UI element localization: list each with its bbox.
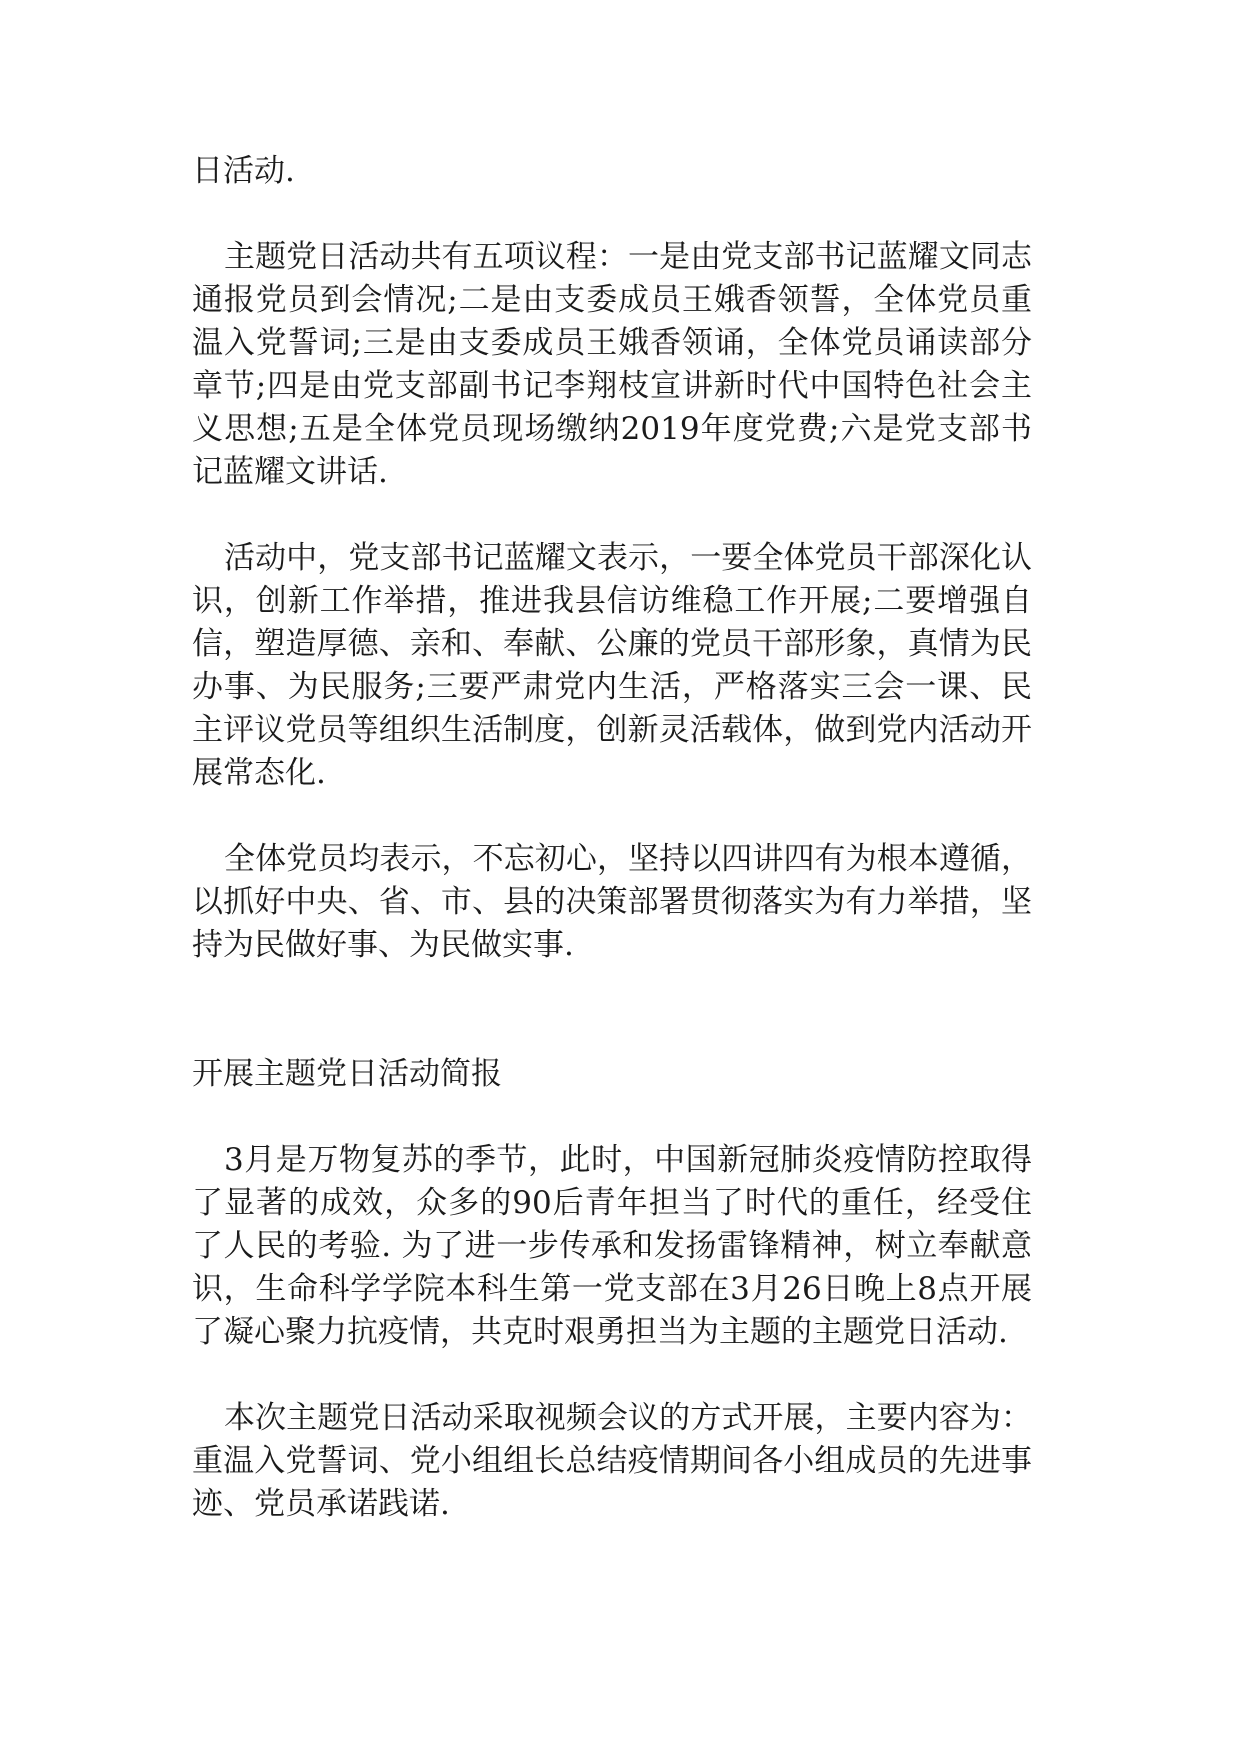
paragraph-march-activity: 3月是万物复苏的季节，此时，中国新冠肺炎疫情防控取得了显著的成效，众多的90后青年担当了时代的重任，经受住了人民的考验. 为了进一步传承和发扬雷锋精神，树立奉献意识，生命科学学院本科生第一党支部在3月26日晚上8点开展了凝心聚力抗疫情，共克时艰勇担当为主题的主题党日活动. [192, 1142, 1032, 1350]
document-body [192, 150, 1032, 1569]
continuation-line: 日活动. [192, 153, 295, 189]
section-title: 开展主题党日活动简报 [192, 1056, 502, 1092]
paragraph-agenda: 主题党日活动共有五项议程：一是由党支部书记蓝耀文同志通报党员到会情况;二是由支委成员王娥香领誓，全体党员重温入党誓词;三是由支委成员王娥香领诵，全体党员诵读部分章节;四是由党支部副书记李翔枝宣讲新时代中国特色社会主义思想;五是全体党员现场缴纳2019年度党费;六是党支部书记蓝耀文讲话. [192, 239, 1032, 490]
paragraph-video-meeting: 本次主题党日活动采取视频会议的方式开展，主要内容为：重温入党誓词、党小组组长总结疫情期间各小组成员的先进事迹、党员承诺践诺. [192, 1400, 1032, 1522]
paragraph-members-pledge: 全体党员均表示，不忘初心，坚持以四讲四有为根本遵循，以抓好中央、省、市、县的决策部署贯彻落实为有力举措，坚持为民做好事、为民做实事. [192, 841, 1032, 963]
paragraph-secretary-remarks: 活动中，党支部书记蓝耀文表示，一要全体党员干部深化认识，创新工作举措，推进我县信访维稳工作开展;二要增强自信，塑造厚德、亲和、奉献、公廉的党员干部形象，真情为民办事、为民服务;三要严肃党内生活，严格落实三会一课、民主评议党员等组织生活制度，创新灵活载体，做到党内活动开展常态化. [192, 540, 1032, 791]
